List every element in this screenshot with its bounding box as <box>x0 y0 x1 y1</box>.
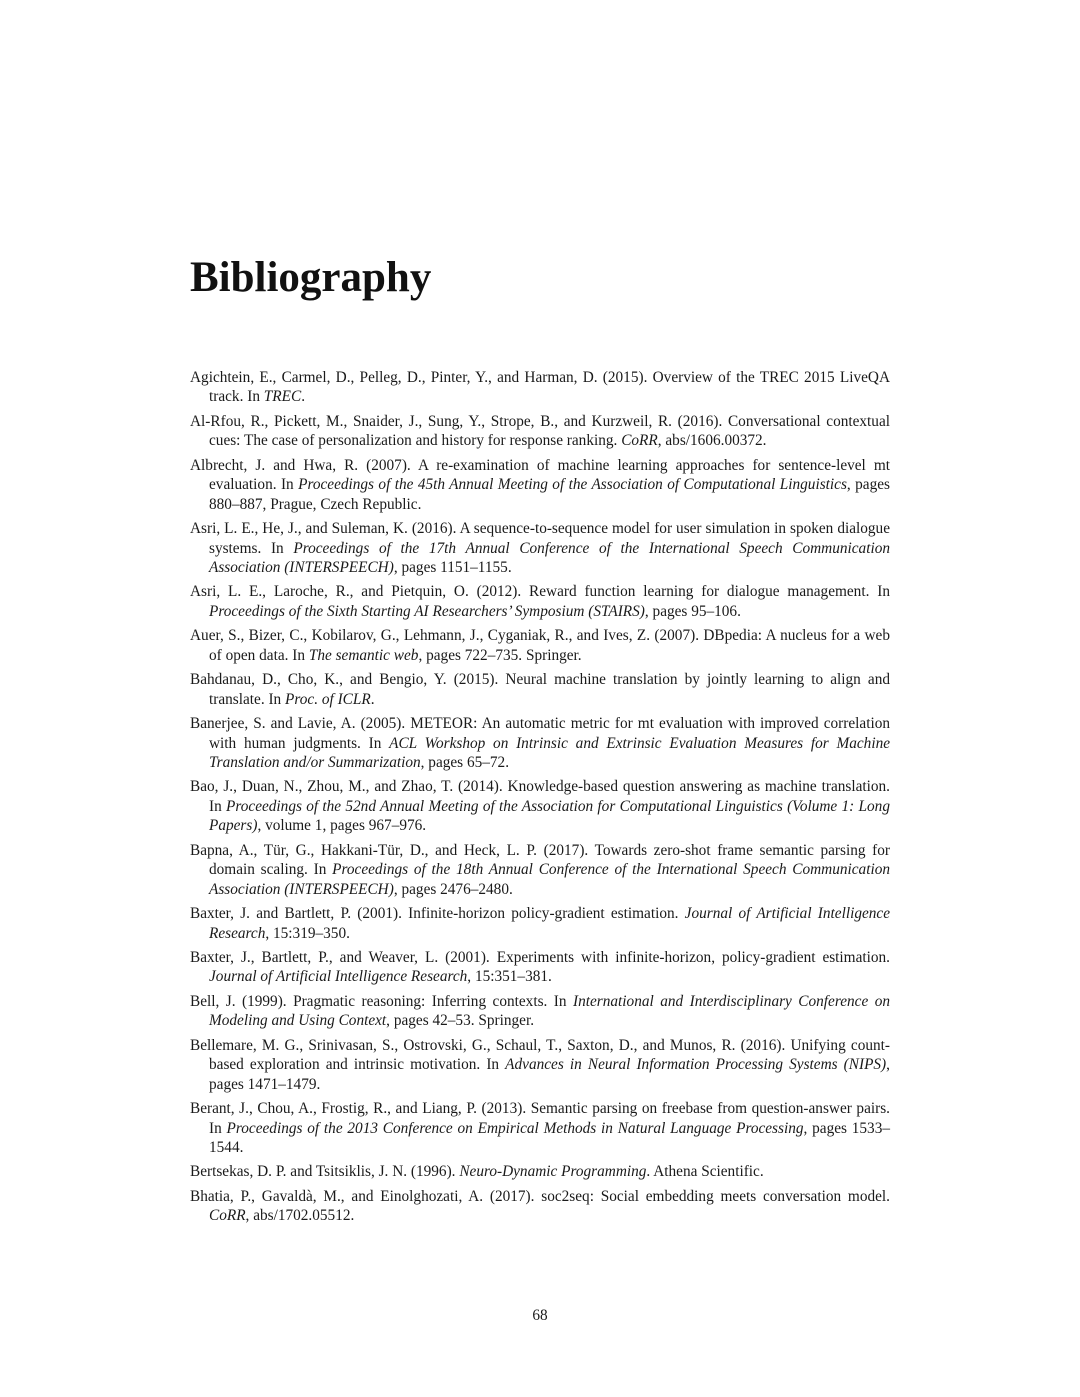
reference-venue: Proceedings of the 17th Annual Conference of the International Speech Communication Association (INTERSPEECH) <box>209 539 891 576</box>
reference-details: . <box>370 690 375 708</box>
reference-text: Bell, J. (1999). Pragmatic reasoning: Inferring contexts. In <box>190 992 574 1010</box>
reference-venue: Advances in Neural Information Processing Systems (NIPS) <box>505 1056 887 1074</box>
reference-entry <box>190 626 890 665</box>
reference-list <box>190 368 890 1231</box>
reference-venue: Journal of Artificial Intelligence Research <box>209 968 468 986</box>
reference-entry <box>190 519 890 577</box>
reference-venue: Proceedings of the 52nd Annual Meeting of the Association for Computational Linguistics (Volume 1: Long Papers) <box>209 797 890 835</box>
reference-details: , 15:351–381. <box>467 968 552 986</box>
reference-text: Asri, L. E., He, J., and Suleman, K. (2016). A sequence-to-sequence model for user simulation in spoken dialogue systems. In <box>190 520 890 557</box>
reference-entry <box>190 582 890 621</box>
reference-details: , pages 65–72. <box>420 753 510 771</box>
reference-entry <box>190 714 890 772</box>
reference-details: , pages 95–106. <box>644 602 741 620</box>
reference-entry <box>190 904 890 943</box>
reference-venue: TREC <box>263 388 302 406</box>
reference-text: Albrecht, J. and Hwa, R. (2007). A re-examination of machine learning approaches for sentence-level mt evaluation. In <box>190 456 890 494</box>
reference-entry <box>190 412 890 451</box>
reference-text: Bahdanau, D., Cho, K., and Bengio, Y. (2015). Neural machine translation by jointly learning to align and translate. In <box>190 671 890 708</box>
reference-entry <box>190 992 890 1031</box>
reference-venue: Proceedings of the 18th Annual Conference of the International Speech Communication Association (INTERSPEECH) <box>209 861 890 898</box>
reference-text: Banerjee, S. and Lavie, A. (2005). METEOR: An automatic metric for mt evaluation with improved correlation with human judgments. In <box>190 715 890 752</box>
reference-text: Bao, J., Duan, N., Zhou, M., and Zhao, T. (2014). Knowledge-based question answering as machine translation. In <box>190 778 890 815</box>
reference-venue: Neuro-Dynamic Programming <box>459 1163 647 1181</box>
reference-text: Baxter, J., Bartlett, P., and Weaver, L. (2001). Experiments with infinite-horizon, policy-gradient estimation. <box>190 949 890 966</box>
reference-details: , pages 880–887, Prague, Czech Republic. <box>209 476 890 513</box>
reference-details: . <box>301 388 306 406</box>
reference-entry <box>190 1187 890 1226</box>
reference-text: Asri, L. E., Laroche, R., and Pietquin, O. (2012). Reward function learning for dialogue management. In <box>190 583 890 601</box>
reference-details: , 15:319–350. <box>265 924 350 942</box>
reference-entry <box>190 948 890 987</box>
reference-details: , volume 1, pages 967–976. <box>257 817 427 835</box>
reference-details: , pages 42–53. Springer. <box>386 1012 535 1030</box>
reference-venue: CoRR <box>621 432 658 450</box>
reference-details: . Athena Scientific. <box>646 1163 764 1181</box>
reference-details: , abs/1702.05512. <box>245 1207 355 1225</box>
page-number: 68 <box>532 1307 548 1324</box>
reference-venue: CoRR <box>209 1207 246 1225</box>
reference-text: Berant, J., Chou, A., Frostig, R., and Liang, P. (2013). Semantic parsing on freebase from question-answer pairs. In <box>190 1100 890 1137</box>
reference-entry <box>190 1036 890 1094</box>
reference-entry <box>190 777 890 835</box>
reference-venue: The semantic web <box>308 646 419 664</box>
reference-entry <box>190 368 890 407</box>
reference-entry <box>190 1162 890 1181</box>
reference-text: Baxter, J. and Bartlett, P. (2001). Infinite-horizon policy-gradient estimation. <box>190 905 685 923</box>
reference-venue: Journal of Artificial Intelligence Research <box>209 905 890 942</box>
reference-details: , pages 2476–2480. <box>393 880 513 898</box>
reference-venue: Proceedings of the Sixth Starting AI Researchers’ Symposium (STAIRS) <box>209 602 645 620</box>
reference-text: Al-Rfou, R., Pickett, M., Snaider, J., Sung, Y., Strope, B., and Kurzweil, R. (2016). Conversational contextual cues: The case of personalization and history for response ranking. <box>190 412 890 450</box>
reference-entry <box>190 670 890 709</box>
reference-venue: International and Interdisciplinary Conference on Modeling and Using Context <box>209 992 891 1030</box>
reference-text: Bertsekas, D. P. and Tsitsiklis, J. N. (1996). <box>190 1163 460 1181</box>
reference-details: , pages 1151–1155. <box>393 558 512 576</box>
reference-text: Bellemare, M. G., Srinivasan, S., Ostrovski, G., Schaul, T., Saxton, D., and Munos, R. (2016). Unifying count-based exploration and intrinsic motivation. In <box>190 1036 890 1074</box>
page-title: Bibliography <box>190 254 432 301</box>
reference-details: , pages 722–735. Springer. <box>418 646 582 664</box>
reference-details: , pages 1471–1479. <box>209 1056 890 1093</box>
reference-details: , pages 1533–1544. <box>209 1119 890 1156</box>
reference-venue: Proceedings of the 2013 Conference on Empirical Methods in Natural Language Processing <box>226 1119 804 1137</box>
reference-text: Bapna, A., Tür, G., Hakkani-Tür, D., and Heck, L. P. (2017). Towards zero-shot frame semantic parsing for domain scaling. In <box>190 841 890 879</box>
reference-text: Agichtein, E., Carmel, D., Pelleg, D., Pinter, Y., and Harman, D. (2015). Overview of the TREC 2015 LiveQA track. In <box>190 369 890 406</box>
reference-entry <box>190 841 890 899</box>
reference-text: Bhatia, P., Gavaldà, M., and Einolghozati, A. (2017). soc2seq: Social embedding meets conversation model. <box>190 1187 890 1205</box>
reference-venue: Proceedings of the 45th Annual Meeting of the Association of Computational Linguistics <box>298 476 847 494</box>
reference-entry <box>190 1099 890 1157</box>
reference-text: Auer, S., Bizer, C., Kobilarov, G., Lehmann, J., Cyganiak, R., and Ives, Z. (2007). DBpedia: A nucleus for a web of open data. In <box>190 627 890 664</box>
reference-venue: ACL Workshop on Intrinsic and Extrinsic Evaluation Measures for Machine Translation and/or Summarization <box>209 734 891 771</box>
reference-entry <box>190 456 890 514</box>
reference-venue: Proc. of ICLR <box>285 690 371 708</box>
reference-details: , abs/1606.00372. <box>657 432 767 450</box>
